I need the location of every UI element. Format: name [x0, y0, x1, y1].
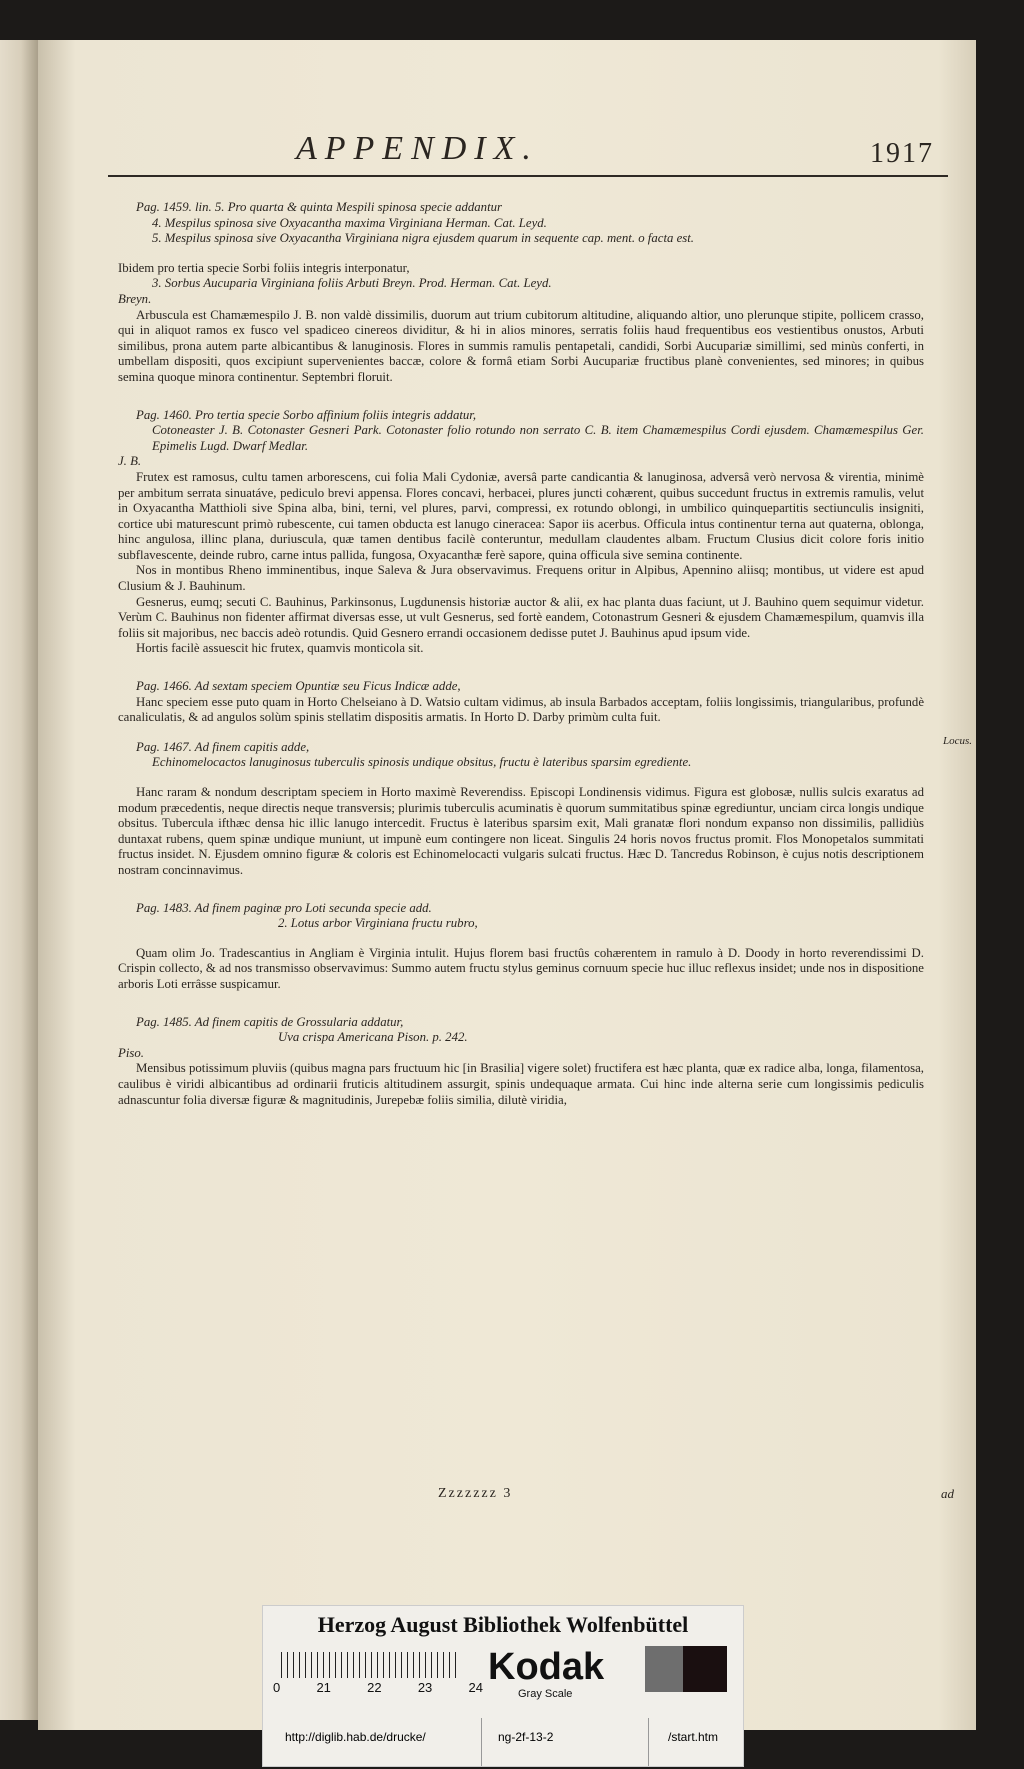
entry-line: 4. Mespilus spinosa sive Oxyacantha maxima Virginiana Herman. Cat. Leyd.	[152, 215, 547, 230]
page-number: 1917	[870, 138, 934, 169]
ruler-number: 0	[273, 1680, 281, 1695]
reference-line: Pag. 1460. Pro tertia specie Sorbo affinium foliis integris addatur,	[136, 407, 477, 422]
gray-scale-label: Gray Scale	[518, 1688, 573, 1700]
text-line: Ibidem pro tertia specie Sorbi foliis integris interponatur,	[118, 260, 410, 275]
signature-mark: Zzzzzzz 3	[438, 1486, 513, 1501]
library-name: Herzog August Bibliothek Wolfenbüttel	[317, 1612, 689, 1637]
entry-line: 3. Sorbus Aucuparia Virginiana foliis Arbuti Breyn. Prod. Herman. Cat. Leyd.	[152, 276, 552, 291]
source-url[interactable]: http://diglib.hab.de/drucke/	[285, 1730, 426, 1744]
author-tag: J. B.	[118, 454, 142, 469]
ruler-number: 24	[468, 1680, 483, 1695]
page-body	[118, 200, 924, 1108]
body-paragraph: Nos in montibus Rheno imminentibus, inque Saleva & Jura observavimus. Frequens oritur in Alpibus, Apennino aliisq; montibus, ut videre est apud Clusium & J. Bauhinum.	[118, 563, 924, 594]
entry-line: 2. Lotus arbor Virginiana fructu rubro,	[278, 916, 478, 931]
start-link[interactable]: /start.htm	[668, 1730, 719, 1744]
author-tag: Breyn.	[118, 291, 152, 306]
ruler-number: 23	[417, 1680, 433, 1695]
shelfmark: ng-2f-13-2	[498, 1730, 554, 1744]
body-paragraph: Hanc raram & nondum descriptam speciem in Horto maximè Reverendiss. Episcopi Londinensis vidimus. Figura est globosæ, nullis sulcis exaratus ad modum præcedentis, neque directis neque transversis; plurimis tuberculis acuminatis è quorum summitatibus spinæ egrediuntur, unciam circa longis undique obsitus. Tubercula ifthæc densa hic illic lanugo intercedit. Fructus è lateribus sparsim exit, Mali granatæ flori nondum expanso non dissimilis, pallidiùs duntaxat rubens, quem spinæ undique muniunt, ut impunè eum contingere non liceat. Singulis 24 horis novos fructus promit. Flos Monopetalos summitati fructus insidet. N. Ejusdem omnino figuræ & coloris est Echinomelocacti vulgaris sulcati fructus. Hæc D. Tancredus Robinson, è cujus notis descriptionem nostram concinnavimus.	[118, 785, 924, 877]
author-tag: Piso.	[118, 1045, 144, 1060]
body-paragraph: Frutex est ramosus, cultu tamen arborescens, cui folia Mali Cydoniæ, aversâ parte candicantia & lanuginosa, adversâ verò nervosa & virentia, minimè per ambitum serrata sinuatáve, pediculo brevi appensa. Flores concavi, herbacei, plures juncti cohærent, quibus succedunt fructus in extremis ramulis, velut in Oxyacantha Matthioli sive Spina alba, bini, terni, vel plures, parvi, compressi, ex rotundo oblongi, in umbilico quinquepartitis sectiunculis insigniti, cortice ubi maturescunt primò rubescente, cui tamen obducta est lanugo cineracea: Sapor iis acerbus. Officula intus continentur terna aut quaterna, oblonga, hinc angulosa, illinc plana, duriuscula, quæ tamen dentibus facilè conteruntur, medullam claudentes albam. Fructum Clusius dicit colore foris initio subflavescente, deinde rubro, carne intus pallida, fungosa, Oxyacanthæ ferè sapore, quina officula sive semina continente.	[118, 469, 924, 562]
ruler-numbers	[273, 1680, 483, 1695]
card-divider	[481, 1718, 482, 1766]
header-rule	[108, 175, 948, 177]
scale-ruler	[281, 1652, 461, 1678]
calibration-card	[262, 1605, 744, 1767]
reference-line: Pag. 1466. Ad sextam speciem Opuntiæ seu Ficus Indicæ adde,	[136, 679, 461, 694]
reference-line: Pag. 1485. Ad finem capitis de Grossularia addatur,	[136, 1014, 404, 1029]
gray-patch	[645, 1646, 683, 1692]
entry-line: Uva crispa Americana Pison. p. 242.	[278, 1030, 468, 1045]
kodak-logo: Kodak	[488, 1646, 605, 1688]
page-title: APPENDIX.	[296, 130, 539, 167]
adjacent-page-edge	[0, 40, 38, 1720]
reference-line: Pag. 1459. lin. 5. Pro quarta & quinta Mespili spinosa specie addantur	[136, 200, 503, 214]
ruler-number: 22	[367, 1680, 382, 1695]
black-patch	[683, 1646, 727, 1692]
body-paragraph: Mensibus potissimum pluviis (quibus magna pars fructuum hic [in Brasilia] vigere solet) fructifera est hæc planta, quæ ex radice alba, longa, filamentosa, caulibus è viridi albicantibus ad ordinarii fruticis altitudinem assurgit, spinis undequaque armata. Cui hinc inde alterna serie cum longissimis pediculis adnascuntur folia diversæ figuræ & magnitudinis, Jurepebæ foliis similia, dilutè viridia,	[118, 1061, 924, 1107]
margin-note: Locus.	[942, 735, 972, 747]
body-paragraph: Hanc speciem esse puto quam in Horto Chelseiano à D. Watsio cultam vidimus, ab insula Barbados acceptam, foliis longissimis, triangularibus, profundè canaliculatis, & ad angulos solùm spinis stellatim dispositis armatis. In Horto D. Darby primùm culta fuit.	[118, 694, 924, 725]
entry-line: Cotoneaster J. B. Cotonaster Gesneri Park. Cotonaster folio rotundo non serrato C. B. item Chamæmespilus Cordi ejusdem. Chamæmespilus Ger. Epimelis Lugd. Dwarf Medlar.	[152, 423, 924, 453]
reference-line: Pag. 1467. Ad finem capitis adde,	[136, 739, 310, 754]
entry-line: Echinomelocactos lanuginosus tuberculis spinosis undique obsitus, fructu è lateribus sparsim egrediente.	[152, 755, 692, 770]
body-paragraph: Arbuscula est Chamæmespilo J. B. non valdè dissimilis, duorum aut trium cubitorum altitudine, aliquando altior, uno plerunque stipite, pollicem crasso, qui in aliquot ramos ex fusco vel spadiceo cinereos dividitur, & hi in alios minores, serratis foliis haud frequentibus eos vestientibus onustos, Arbuti similibus, prona autem parte albicantibus & lanuginosis. Flores in summis ramulis pentapetali, candidi, Sorbi Aucupariæ simillimi, sed minùs conferti, in umbellam dispositi, quos excipiunt supervenientes baccæ, colore & formâ etiam Sorbi Aucupariæ fructibus planè convenientes, sed minores; in quibus semina quoque minora continentur. Septembri floruit.	[118, 307, 924, 384]
card-divider	[648, 1718, 649, 1766]
body-paragraph: Hortis facilè assuescit hic frutex, quamvis monticola sit.	[136, 641, 424, 656]
body-paragraph: Gesnerus, eumq; secuti C. Bauhinus, Parkinsonus, Lugdunensis historiæ auctor & alii, ex hac planta duas faciunt, ut J. Bauhino quem sequimur videtur. Verùm C. Bauhinus non fidenter affirmat diversas esse, ut vult Gesnerus, sed fortè eandem, Cotonastrum Gesneri & ejusdem Chamæmespilum, quamvis illa foliis sit majoribus, nec baccis adeò rotundis. Quid Gesnero errandi occasionem dedisse putet J. Bauhinus apud ipsum vide.	[118, 594, 924, 640]
book-page	[38, 40, 976, 1730]
body-paragraph: Quam olim Jo. Tradescantius in Angliam è Virginia intulit. Hujus florem basi fructûs cohærentem in ramulo à D. Doody in horto reverendissimi D. Crispin collecto, & ad nos transmisso observavimus: Summo autem fructu stylus geminus cornuum specie huc illuc reflexus insidet; unde nos in dispositione arboris Loti errâsse suspicamur.	[118, 945, 924, 991]
entry-line: 5. Mespilus spinosa sive Oxyacantha Virginiana nigra ejusdem quarum in sequente cap. ment. o facta est.	[152, 231, 695, 246]
reference-line: Pag. 1483. Ad finem paginæ pro Loti secunda specie add.	[136, 900, 432, 915]
ruler-number: 21	[316, 1680, 331, 1695]
catchword: ad	[941, 1486, 954, 1501]
